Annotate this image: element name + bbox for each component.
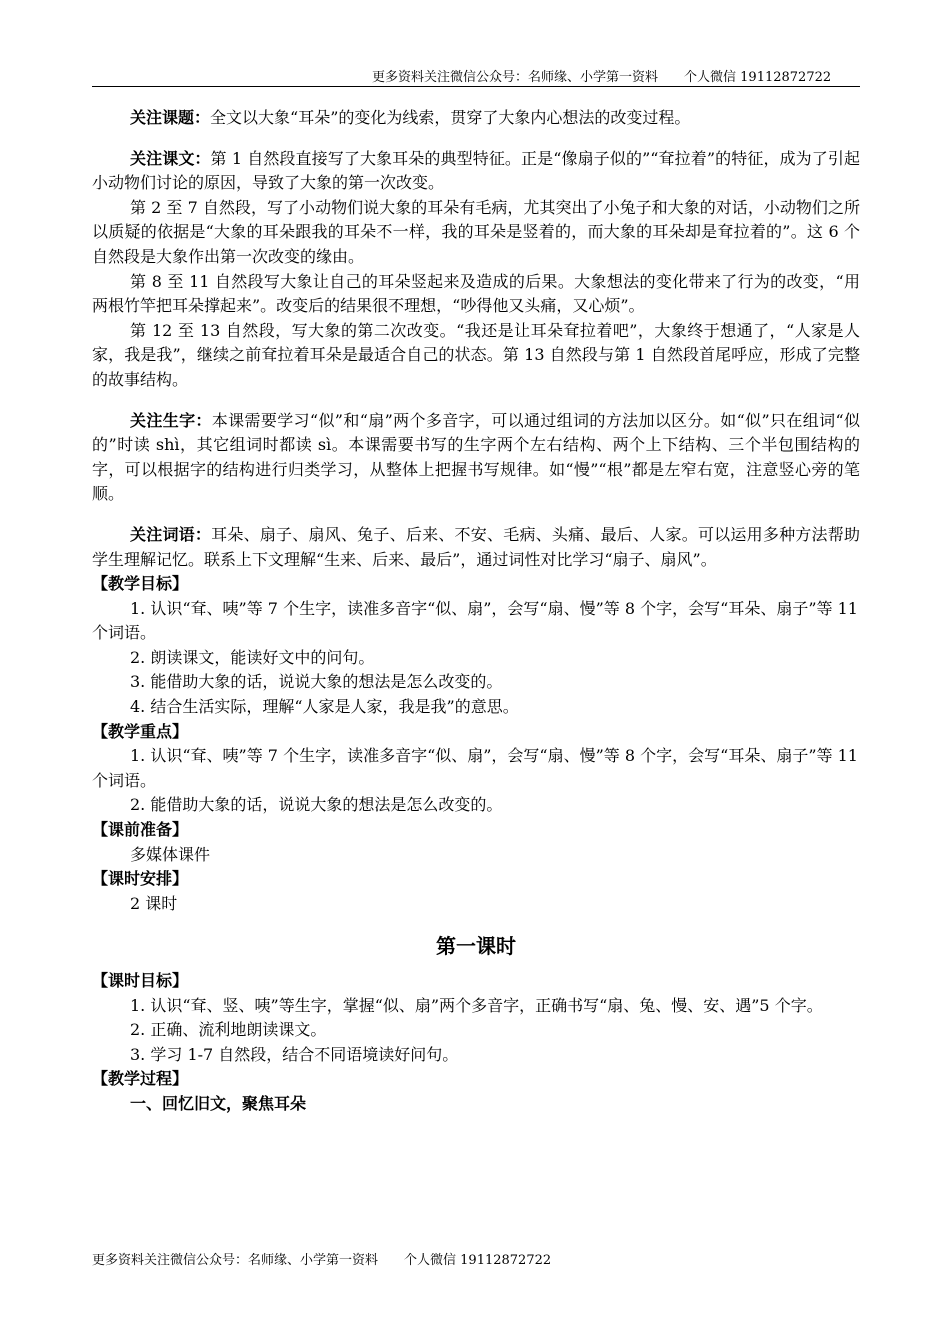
characters-paragraph [92,409,860,507]
characters-label: 关注生字： [130,410,212,430]
words-text: 耳朵、扇子、扇风、兔子、后来、不安、毛病、头痛、最后、人家。可以运用多种方法帮助学生理解记忆。联系上下文理解“生来、后来、最后”，通过词性对比学习“扇子、扇风”。 [92,524,860,569]
text-focus-paragraph-2: 第 2 至 7 自然段，写了小动物们说大象的耳朵有毛病，尤其突出了小兔子和大象的对话，小动物们之所以质疑的依据是“大象的耳朵跟我的耳朵不一样，我的耳朵是竖着的，而大象的耳朵却是耷拉着的”。这 6 个自然段是大象作出第一次改变的缘由。 [92,197,860,266]
lesson-goal-item-1: 1. 认识“耷、竖、咦”等生字，掌握“似、扇”两个多音字，正确书写“扇、兔、慢、安、遇”5 个字。 [130,995,823,1015]
prep-text: 多媒体课件 [130,844,211,864]
text-focus-paragraph-4: 第 12 至 13 自然段，写大象的第二次改变。“我还是让耳朵耷拉着吧”，大象终于想通了，“人家是人家，我是我”，继续之前耷拉着耳朵是最适合自己的状态。第 13 自然段与第 1 自然段首尾呼应，形成了完整的故事结构。 [92,320,860,389]
footer-text: 更多资料关注微信公众号：名师缘、小学第一资料 [92,1253,379,1268]
topic-label: 关注课题： [130,108,211,127]
prep-heading: 【课前准备】 [92,820,189,840]
header-text: 更多资料关注微信公众号：名师缘、小学第一资料 [372,70,659,85]
text-focus-paragraph-1 [92,147,860,196]
header-wechat: 个人微信 19112872722 [684,70,832,85]
goals-heading: 【教学目标】 [92,574,189,594]
words-paragraph [92,523,860,572]
words-label: 关注词语： [130,524,212,544]
schedule-heading: 【课时安排】 [92,869,189,889]
key-points-heading: 【教学重点】 [92,721,189,741]
page-footer [92,1249,551,1268]
text-focus-p1: 第 1 自然段直接写了大象耳朵的典型特征。正是“像扇子似的”“耷拉着”的特征，成为了引起小动物们讨论的原因，导致了大象的第一次改变。 [92,148,860,193]
document-body [92,106,860,1117]
page-header [372,66,831,85]
key-point-item-1: 1. 认识“耷、咦”等 7 个生字，读准多音字“似、扇”，会写“扇、慢”等 8 个字，会写“耳朵、扇子”等 11 个词语。 [92,746,858,790]
lesson-goals-heading: 【课时目标】 [92,971,189,990]
schedule-text: 2 课时 [130,893,178,913]
process-heading: 【教学过程】 [92,1069,189,1089]
topic-text: 全文以大象“耳朵”的变化为线索，贯穿了大象内心想法的改变过程。 [210,108,691,127]
lesson-goal-item-3: 3. 学习 1-7 自然段，结合不同语境读好问句。 [130,1044,459,1064]
text-focus-label: 关注课文： [130,148,211,168]
topic-paragraph [92,106,860,131]
key-point-item-2: 2. 能借助大象的话，说说大象的想法是怎么改变的。 [130,795,503,815]
goal-item-3: 3. 能借助大象的话，说说大象的想法是怎么改变的。 [130,672,503,692]
goal-item-1: 1. 认识“耷、咦”等 7 个生字，读准多音字“似、扇”，会写“扇、慢”等 8 个字，会写“耳朵、扇子”等 11 个词语。 [92,598,858,643]
lesson-title: 第一课时 [436,934,516,959]
header-rule [92,86,860,87]
lesson-goal-item-2: 2. 正确、流利地朗读课文。 [130,1020,327,1040]
goal-item-4: 4. 结合生活实际，理解“人家是人家，我是我”的意思。 [130,697,519,717]
text-focus-paragraph-3: 第 8 至 11 自然段写大象让自己的耳朵竖起来及造成的后果。大象想法的变化带来了行为的改变，“用两根竹竿把耳朵撑起来”。改变后的结果很不理想，“吵得他又头痛，又心烦”。 [92,271,860,316]
goal-item-2: 2. 朗读课文，能读好文中的问句。 [130,647,375,667]
process-step-1: 一、回忆旧文，聚焦耳朵 [130,1093,307,1113]
characters-text: 本课需要学习“似”和“扇”两个多音字，可以通过组词的方法加以区分。如“似”只在组词“似的”时读 shì，其它组词时都读 sì。本课需要书写的生字两个左右结构、两个上下结构、三个半包围结构的字，可以根据字的结构进行归类学习，从整体上把握书写规律。如“慢”“根”都是左窄右宽，注意竖心旁的笔顺。 [92,410,860,504]
footer-wechat: 个人微信 19112872722 [404,1253,552,1268]
